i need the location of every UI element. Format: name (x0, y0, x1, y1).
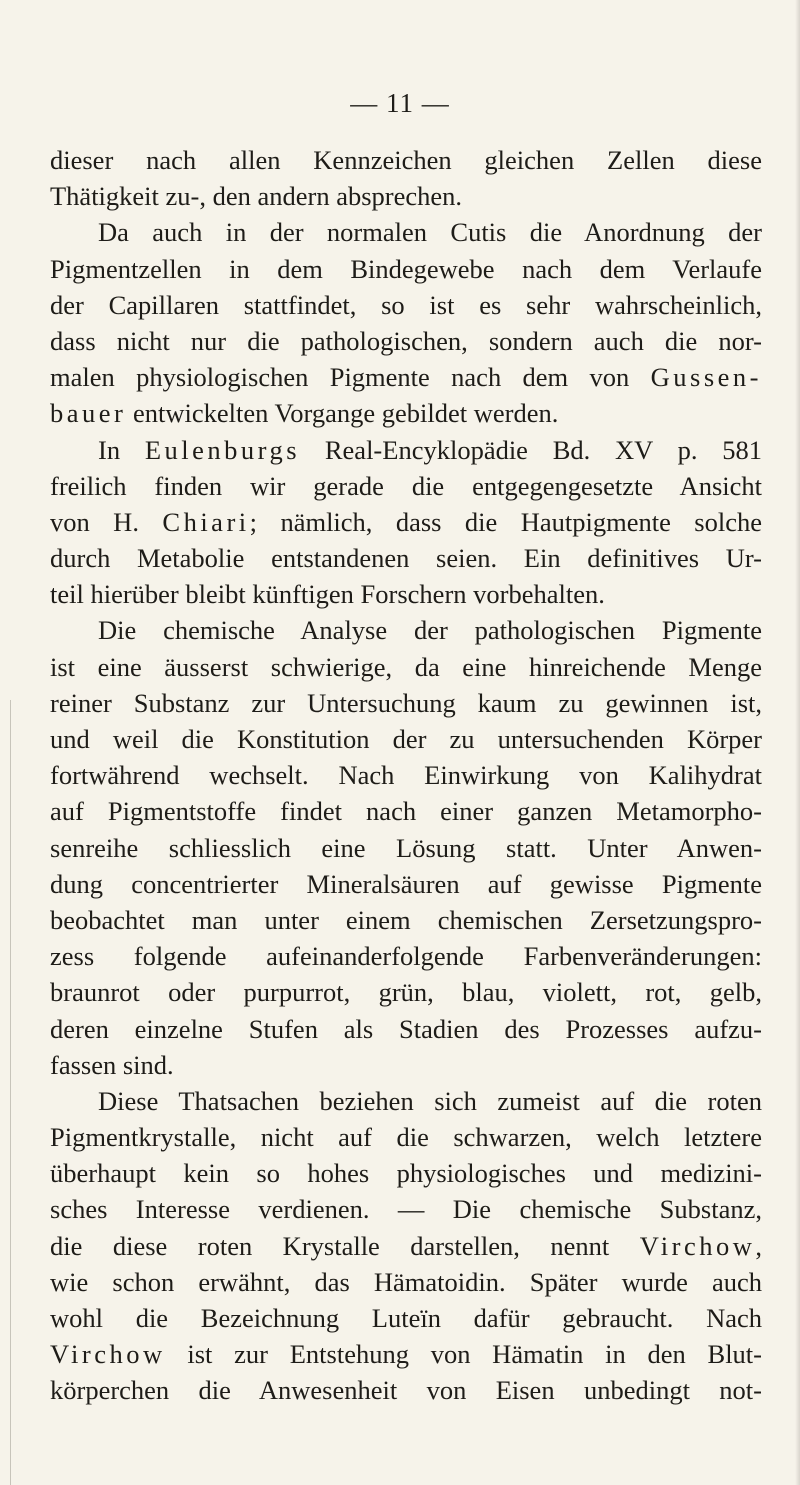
author-name: Virchow (639, 1230, 756, 1261)
text-line: reiner Substanz zur Untersuchung kaum zu gewinnen ist, (50, 687, 762, 718)
text-line: dass nicht nur die pathologischen, sondern auch die nor- (50, 325, 762, 356)
text-line: der Capillaren stattfindet, so ist es sehr wahrscheinlich, (50, 289, 762, 320)
text-line: von H. Chiari; nämlich, dass die Hautpigmente solche (50, 506, 763, 537)
page-edge-shadow (795, 0, 800, 1485)
text-line: Die chemische Analyse der pathologischen Pigmente (98, 615, 762, 646)
binding-shadow (10, 700, 11, 1485)
text-line: senreihe schliesslich eine Lösung statt. Unter Anwen- (50, 832, 762, 863)
text-line: Diese Thatsachen beziehen sich zumeist auf die roten (98, 1085, 762, 1116)
text-line: die diese roten Krystalle darstellen, nennt Virchow, (50, 1230, 762, 1261)
text-line: dieser nach allen Kennzeichen gleichen Zellen diese (50, 145, 762, 175)
text-line: durch Metabolie entstandenen seien. Ein definitives Ur- (50, 543, 762, 574)
text-line: sches Interesse verdienen. — Die chemische Substanz, (50, 1194, 762, 1225)
text-line: deren einzelne Stufen als Stadien des Prozesses aufzu- (50, 1013, 762, 1044)
author-name: bauer (50, 398, 127, 429)
text-line: überhaupt kein so hohes physiologisches und medizini- (50, 1158, 762, 1189)
text-line: teil hierüber bleibt künftigen Forschern vorbehalten. (50, 579, 605, 610)
text-line: auf Pigmentstoffe findet nach einer ganzen Metamorpho- (50, 796, 762, 827)
text-line: körperchen die Anwesenheit von Eisen unbedingt not- (50, 1375, 762, 1406)
text-line: beobachtet man unter einem chemischen Zersetzungspro- (50, 904, 762, 935)
text-line: wie schon erwähnt, das Hämatoidin. Später wurde auch (50, 1266, 762, 1297)
text-line: Thätigkeit zu-, den andern absprechen. (50, 181, 463, 212)
text-line: und weil die Konstitution der zu untersuchenden Körper (50, 724, 762, 754)
text-line: zess folgende aufeinanderfolgende Farbenveränderungen: (50, 941, 762, 972)
text-line: wohl die Bezeichnung Luteïn dafür gebraucht. Nach (50, 1303, 762, 1333)
text-line: bauer entwickelten Vorgange gebildet werden. (50, 398, 559, 429)
author-name: Chiari (162, 506, 250, 537)
body-text (50, 142, 762, 1409)
author-name: Eulenburgs (144, 434, 301, 465)
text-line: Virchow ist zur Entstehung von Hämatin in den Blut- (50, 1339, 762, 1370)
text-line: ist eine äusserst schwierige, da eine hinreichende Menge (50, 651, 762, 682)
text-line: braunrot oder purpurrot, grün, blau, violett, rot, gelb, (50, 977, 762, 1008)
text-line: Pigmentzellen in dem Bindegewebe nach dem Verlaufe (50, 253, 762, 284)
text-line: malen physiologischen Pigmente nach dem von Gussen- (50, 362, 762, 393)
text-line: freilich finden wir gerade die entgegengesetzte Ansicht (50, 470, 762, 501)
author-name: Virchow (50, 1339, 166, 1370)
author-name: Gussen- (650, 362, 762, 393)
text-line: Pigmentkrystalle, nicht auf die schwarzen, welch letztere (50, 1122, 762, 1153)
text-line: Da auch in der normalen Cutis die Anordnung der (98, 217, 762, 248)
text-line: fortwährend wechselt. Nach Einwirkung von Kalihydrat (50, 760, 762, 791)
page-number: — 11 — (350, 88, 450, 118)
text-line: fassen sind. (50, 1049, 174, 1080)
text-line: dung concentrierter Mineralsäuren auf gewisse Pigmente (50, 868, 762, 899)
text-line: In Eulenburgs Real-Encyklopädie Bd. XV p. 581 (98, 434, 763, 465)
